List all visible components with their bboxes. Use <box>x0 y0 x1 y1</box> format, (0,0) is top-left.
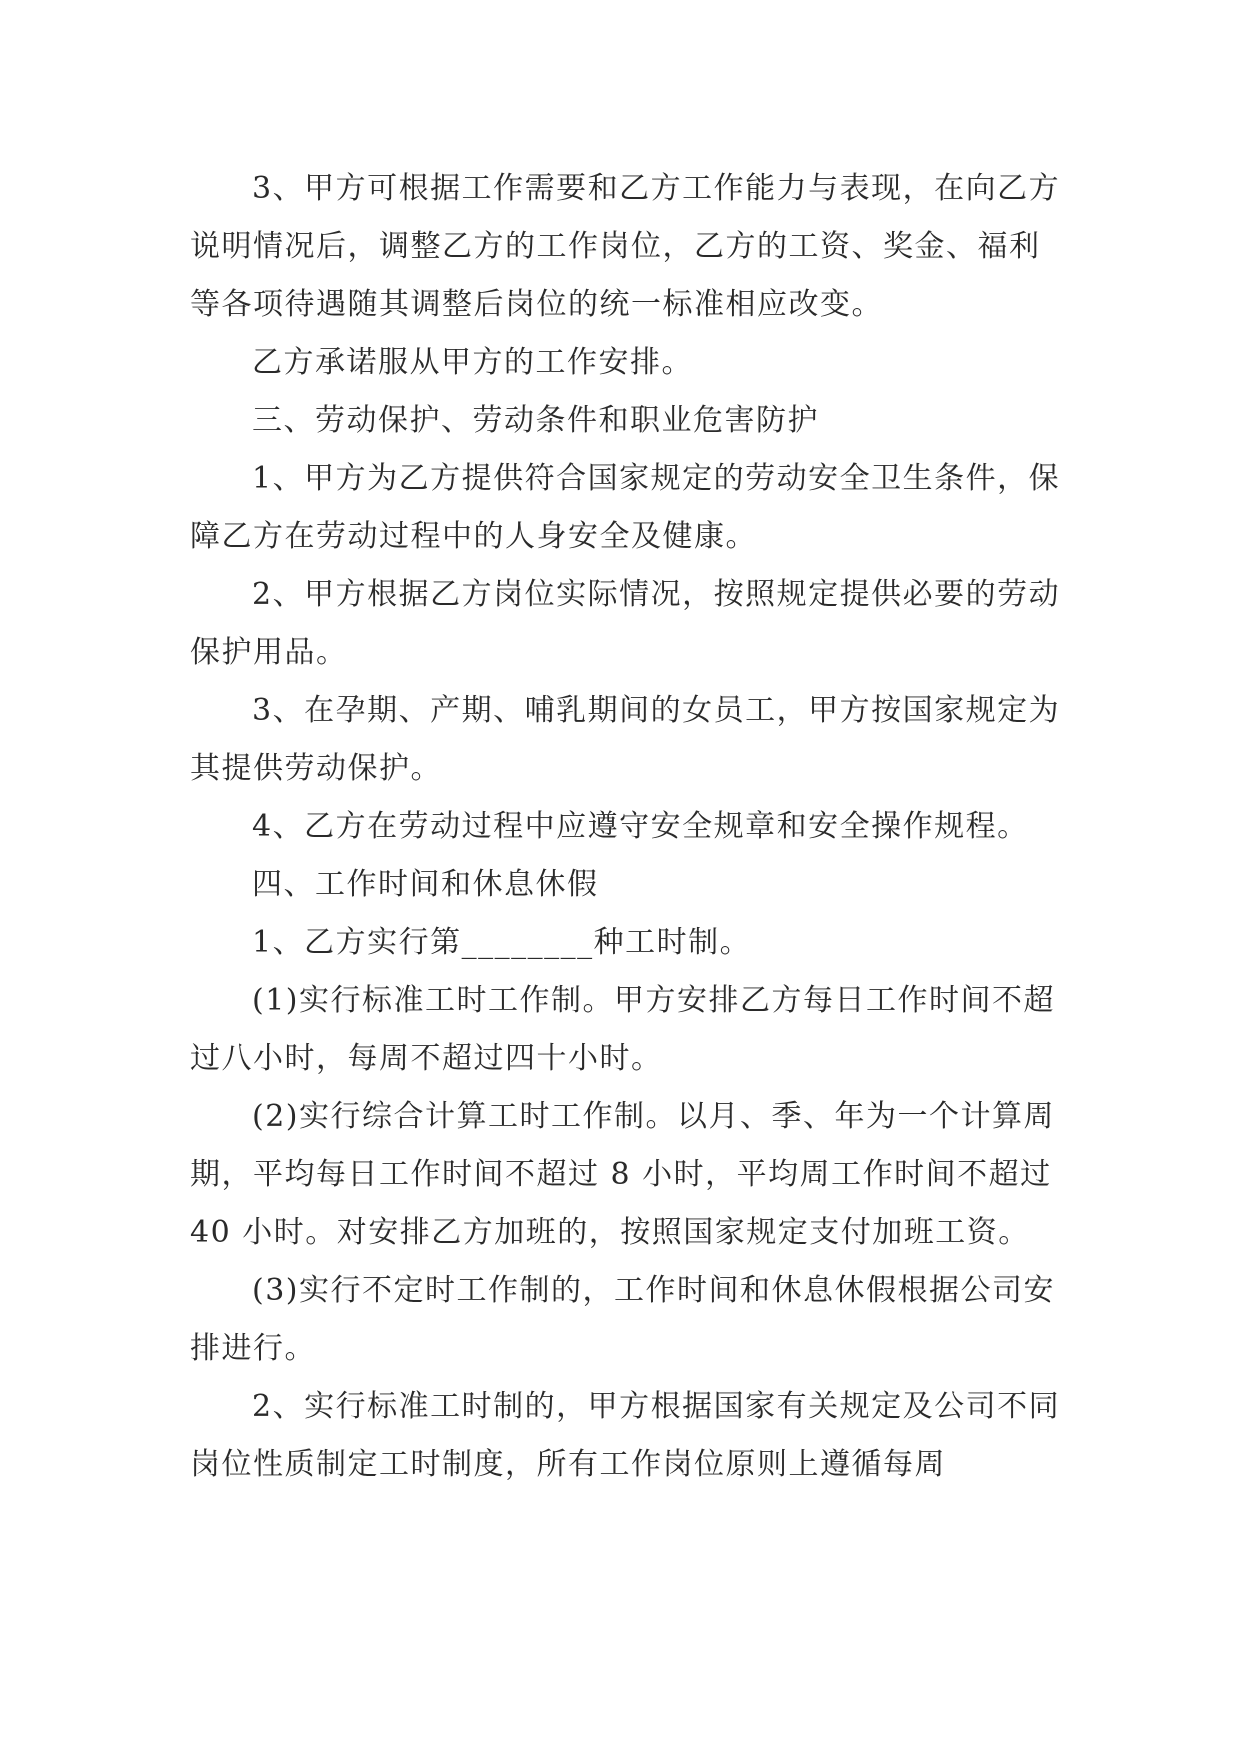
paragraph-hours-1-standard: (1)实行标准工时工作制。甲方安排乙方每日工作时间不超过八小时，每周不超过四十小时。 <box>190 983 1055 1076</box>
paragraph-hours-1: 1、乙方实行第________种工时制。 <box>252 925 752 960</box>
paragraph-protection-4: 4、乙方在劳动过程中应遵守安全规章和安全操作规程。 <box>252 809 1029 844</box>
section-heading-labor-protection: 三、劳动保护、劳动条件和职业危害防护 <box>252 403 819 438</box>
document-body <box>190 160 1070 1494</box>
paragraph-hours-1-comprehensive: (2)实行综合计算工时工作制。以月、季、年为一个计算周期，平均每日工作时间不超过 8 小时，平均周工作时间不超过 40 小时。对安排乙方加班的，按照国家规定支付加班工资。 <box>190 1099 1055 1250</box>
paragraph-protection-1: 1、甲方为乙方提供符合国家规定的劳动安全卫生条件，保障乙方在劳动过程中的人身安全及健康。 <box>190 461 1061 554</box>
paragraph-clause-3-job-adjustment: 3、甲方可根据工作需要和乙方工作能力与表现，在向乙方说明情况后，调整乙方的工作岗位，乙方的工资、奖金、福利等各项待遇随其调整后岗位的统一标准相应改变。 <box>190 171 1061 322</box>
section-heading-working-hours: 四、工作时间和休息休假 <box>252 867 599 902</box>
paragraph-hours-1-irregular: (3)实行不定时工作制的，工作时间和休息休假根据公司安排进行。 <box>190 1273 1055 1366</box>
paragraph-protection-3: 3、在孕期、产期、哺乳期间的女员工，甲方按国家规定为其提供劳动保护。 <box>190 693 1061 786</box>
paragraph-hours-2: 2、实行标准工时制的，甲方根据国家有关规定及公司不同岗位性质制定工时制度，所有工作岗位原则上遵循每周 <box>190 1389 1061 1482</box>
paragraph-protection-2: 2、甲方根据乙方岗位实际情况，按照规定提供必要的劳动保护用品。 <box>190 577 1061 670</box>
paragraph-obey-arrangement: 乙方承诺服从甲方的工作安排。 <box>252 345 693 380</box>
